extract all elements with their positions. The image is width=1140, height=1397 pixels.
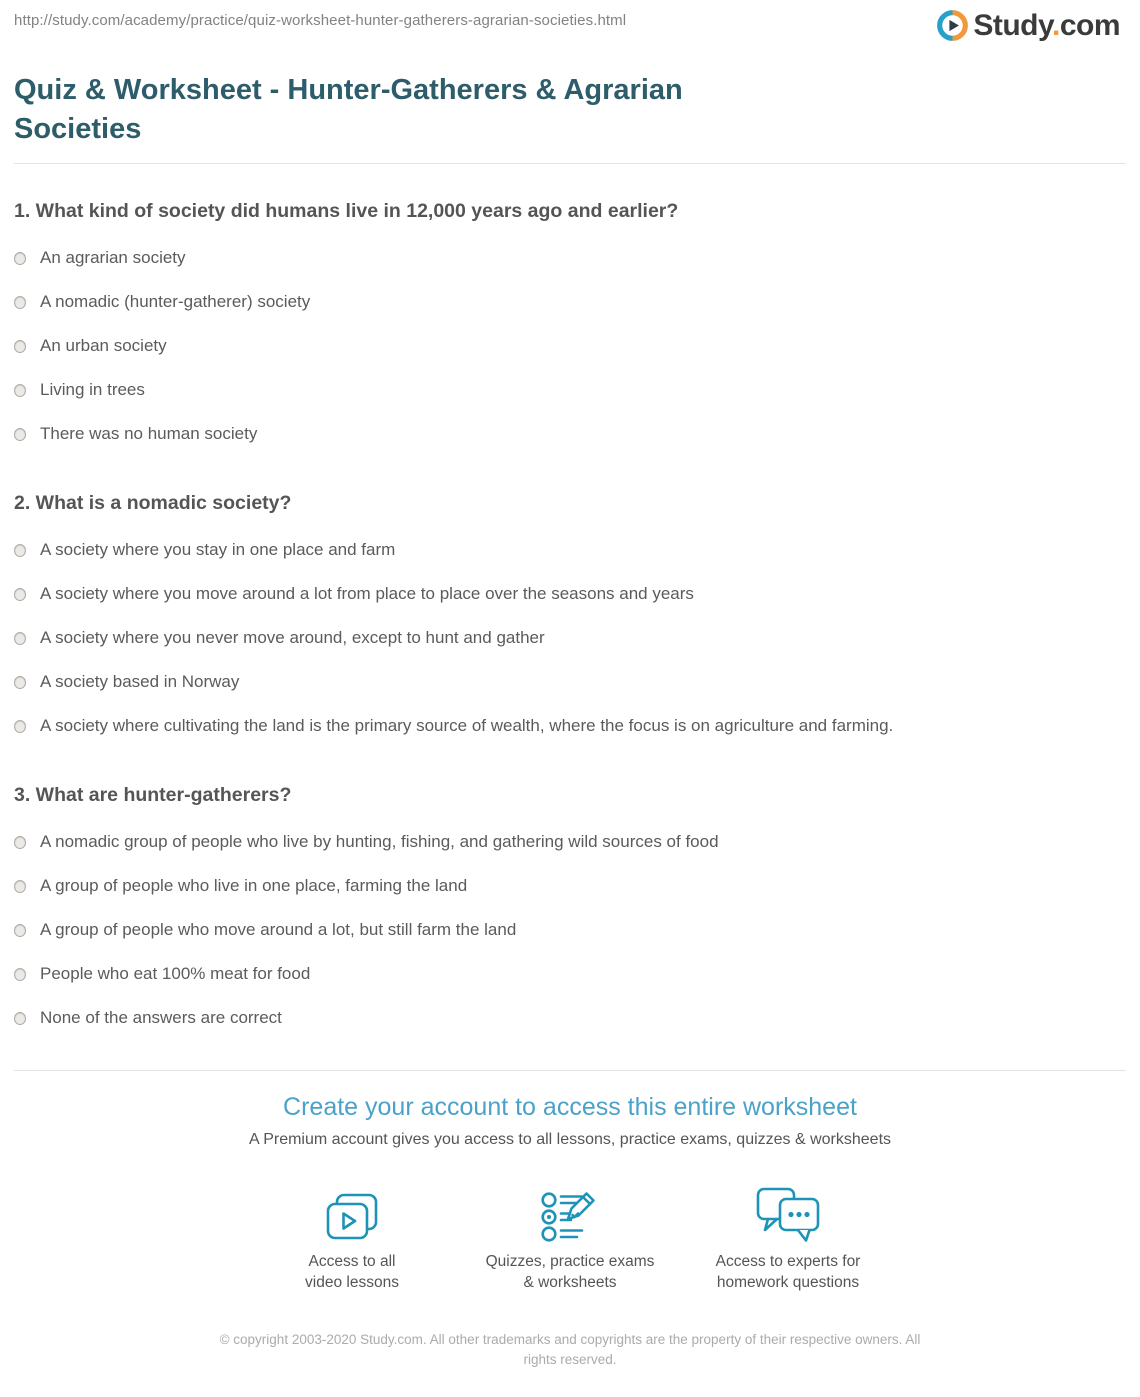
top-bar [14,0,1126,41]
logo-text: Study.com [973,8,1120,42]
question-1 [14,200,1126,456]
question-3-options [14,820,1126,1040]
radio-button[interactable] [14,968,26,981]
option-label: Living in trees [40,380,145,400]
feature-quizzes-worksheets [461,1187,679,1294]
studycom-logo[interactable] [937,10,1120,41]
cta-section [14,1070,1126,1397]
cta-subheading: A Premium account gives you access to all lessons, practice exams, quizzes & worksheets [248,1131,892,1149]
question-1-option-2[interactable] [14,280,1126,324]
option-label: A group of people who move around a lot, but still farm the land [40,920,517,940]
option-label: An urban society [40,336,167,356]
option-label: There was no human society [40,424,258,444]
option-label: None of the answers are correct [40,1008,282,1028]
question-2-option-1[interactable] [14,528,1126,572]
chat-experts-icon [679,1187,897,1243]
page-url: http://study.com/academy/practice/quiz-worksheet-hunter-gatherers-agrarian-societies.html [14,12,627,29]
feature-video-lessons [243,1187,461,1294]
radio-button[interactable] [14,880,26,893]
radio-button[interactable] [14,544,26,557]
features-row [14,1187,1126,1294]
radio-button[interactable] [14,340,26,353]
question-3-option-5[interactable] [14,996,1126,1040]
option-label: People who eat 100% meat for food [40,964,311,984]
question-3-option-1[interactable] [14,820,1126,864]
question-3-option-2[interactable] [14,864,1126,908]
feature-homework-experts [679,1187,897,1294]
radio-button[interactable] [14,924,26,937]
radio-button[interactable] [14,252,26,265]
feature-label: Access to experts for homework questions [715,1253,861,1292]
question-1-options [14,236,1126,456]
cta-heading: Create your account to access this entire worksheet [283,1093,857,1122]
option-label: An agrarian society [40,248,186,268]
option-label: A society where you stay in one place and farm [40,540,396,560]
question-3-heading: 3. What are hunter-gatherers? [14,784,292,807]
radio-button[interactable] [14,384,26,397]
question-3 [14,784,1126,1040]
video-lessons-icon [243,1187,461,1243]
question-1-heading: 1. What kind of society did humans live in 12,000 years ago and earlier? [14,200,679,223]
copyright-text: © copyright 2003-2020 Study.com. All other trademarks and copyrights are the property of their respective owners. All rights reserved. [219,1331,921,1367]
radio-button[interactable] [14,676,26,689]
question-2-option-5[interactable] [14,704,1126,748]
option-label: A nomadic group of people who live by hunting, fishing, and gathering wild sources of food [40,832,719,852]
option-label: A society based in Norway [40,672,240,692]
quiz-pencil-icon [461,1187,679,1243]
question-2-options [14,528,1126,748]
question-2-heading: 2. What is a nomadic society? [14,492,292,515]
option-label: A group of people who live in one place, farming the land [40,876,468,896]
feature-label: Access to all video lessons [305,1253,399,1292]
radio-button[interactable] [14,1012,26,1025]
radio-button[interactable] [14,588,26,601]
question-2-option-4[interactable] [14,660,1126,704]
radio-button[interactable] [14,632,26,645]
page-title: Quiz & Worksheet - Hunter-Gatherers & Agrarian Societies [14,74,683,145]
question-1-option-4[interactable] [14,368,1126,412]
radio-button[interactable] [14,836,26,849]
question-1-option-5[interactable] [14,412,1126,456]
question-2-option-3[interactable] [14,616,1126,660]
question-3-option-4[interactable] [14,952,1126,996]
play-circle-icon [937,10,968,41]
option-label: A nomadic (hunter-gatherer) society [40,292,311,312]
question-1-option-3[interactable] [14,324,1126,368]
option-label: A society where you never move around, except to hunt and gather [40,628,545,648]
radio-button[interactable] [14,428,26,441]
question-3-option-3[interactable] [14,908,1126,952]
question-2-option-2[interactable] [14,572,1126,616]
radio-button[interactable] [14,296,26,309]
feature-label: Quizzes, practice exams & worksheets [485,1253,655,1292]
title-divider [14,163,1126,164]
question-2 [14,492,1126,748]
question-1-option-1[interactable] [14,236,1126,280]
radio-button[interactable] [14,720,26,733]
option-label: A society where you move around a lot from place to place over the seasons and years [40,584,694,604]
option-label: A society where cultivating the land is the primary source of wealth, where the focus is on agriculture and farming. [40,716,894,736]
